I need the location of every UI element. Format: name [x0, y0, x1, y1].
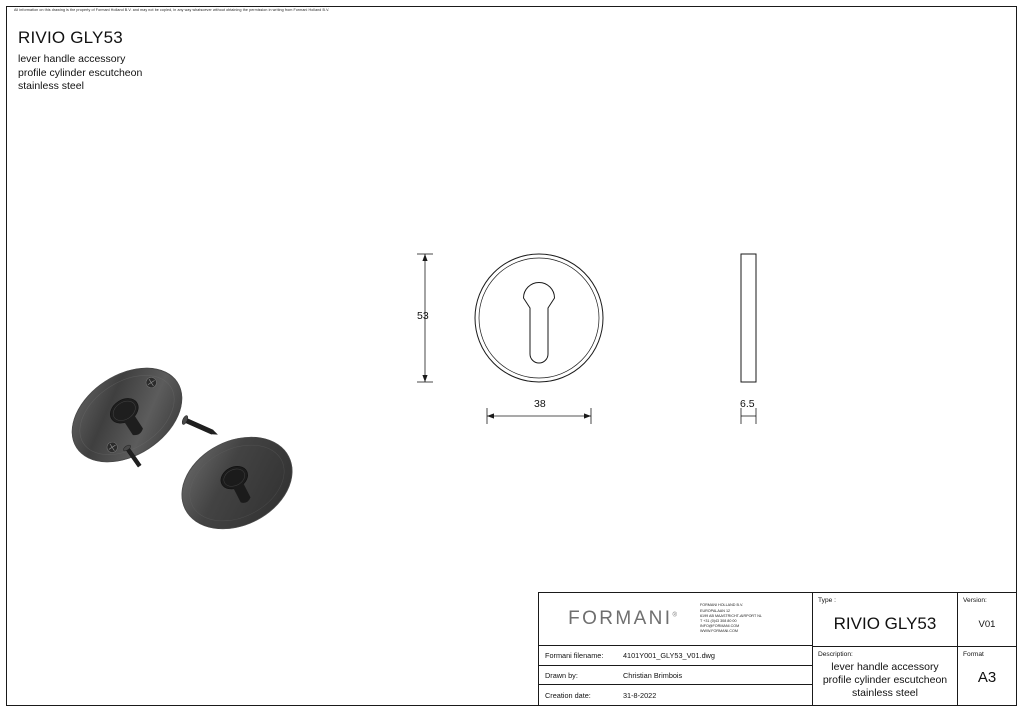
page-subtitle [18, 53, 142, 94]
format-cell [958, 647, 1016, 705]
dimension-label-38: 38 [534, 398, 546, 410]
version-value: V01 [978, 619, 996, 630]
company-address-line-1: FORMANI HOLLAND B.V. [700, 603, 744, 608]
description-format-row [813, 647, 1016, 705]
description-line-3: stainless steel [852, 687, 918, 699]
company-address [700, 603, 812, 634]
title-block-right [813, 593, 1016, 705]
drawn-by-row [539, 666, 812, 686]
description-caption: Description: [818, 651, 853, 658]
description-value [813, 661, 957, 700]
brand-name: FORMANI [568, 608, 673, 630]
copyright-note: All information on this drawing is the property of Formani Holland B.V. and may not be copied, in any way whatsoever without obtaining the permission in writing from Formani Holland B.V. [14, 8, 330, 12]
description-line-2: profile cylinder escutcheon [822, 674, 948, 686]
type-cell [813, 593, 958, 646]
description-cell [813, 647, 958, 705]
format-caption: Format [963, 651, 984, 658]
company-address-line-6: WWW.FORMANI.COM [700, 629, 738, 634]
format-value: A3 [977, 669, 997, 686]
subtitle-line-3: stainless steel [18, 80, 84, 92]
company-address-line-3: 6199 AB MAASTRICHT-AIRPORT NL [700, 613, 762, 618]
type-caption: Type : [818, 597, 836, 604]
dimension-label-53: 53 [417, 310, 429, 322]
creation-date-label: Creation date: [545, 690, 591, 700]
brand-row [539, 593, 812, 646]
company-address-line-4: T +31 (0)43 308 80 00 [700, 619, 737, 624]
description-line-1: lever handle accessory [831, 661, 939, 673]
brand-registered-mark: ® [672, 612, 677, 619]
type-value: RIVIO GLY53 [833, 614, 937, 633]
creation-date-value: 31-8-2022 [623, 690, 657, 700]
title-block-left [539, 593, 813, 705]
page-title: RIVIO GLY53 [18, 28, 123, 47]
subtitle-line-2: profile cylinder escutcheon [18, 66, 143, 79]
company-address-line-5: INFO@FORMANI.COM [700, 624, 740, 629]
subtitle-line-1: lever handle accessory [18, 53, 126, 65]
drawn-by-value: Christian Brimbois [623, 670, 683, 680]
type-version-row [813, 593, 1016, 647]
dimension-label-thickness: 6.5 [740, 398, 755, 410]
drawn-by-label: Drawn by: [545, 670, 578, 680]
filename-row [539, 646, 812, 666]
creation-date-row [539, 685, 812, 705]
header-title-block [18, 28, 142, 94]
filename-value: 4101Y001_GLY53_V01.dwg [623, 650, 715, 660]
title-block [538, 592, 1017, 706]
version-cell [958, 593, 1016, 646]
version-caption: Version: [963, 597, 987, 604]
brand-logo [539, 608, 700, 630]
company-address-line-2: EUROPALAAN 12 [700, 608, 731, 613]
filename-label: Formani filename: [545, 650, 604, 660]
